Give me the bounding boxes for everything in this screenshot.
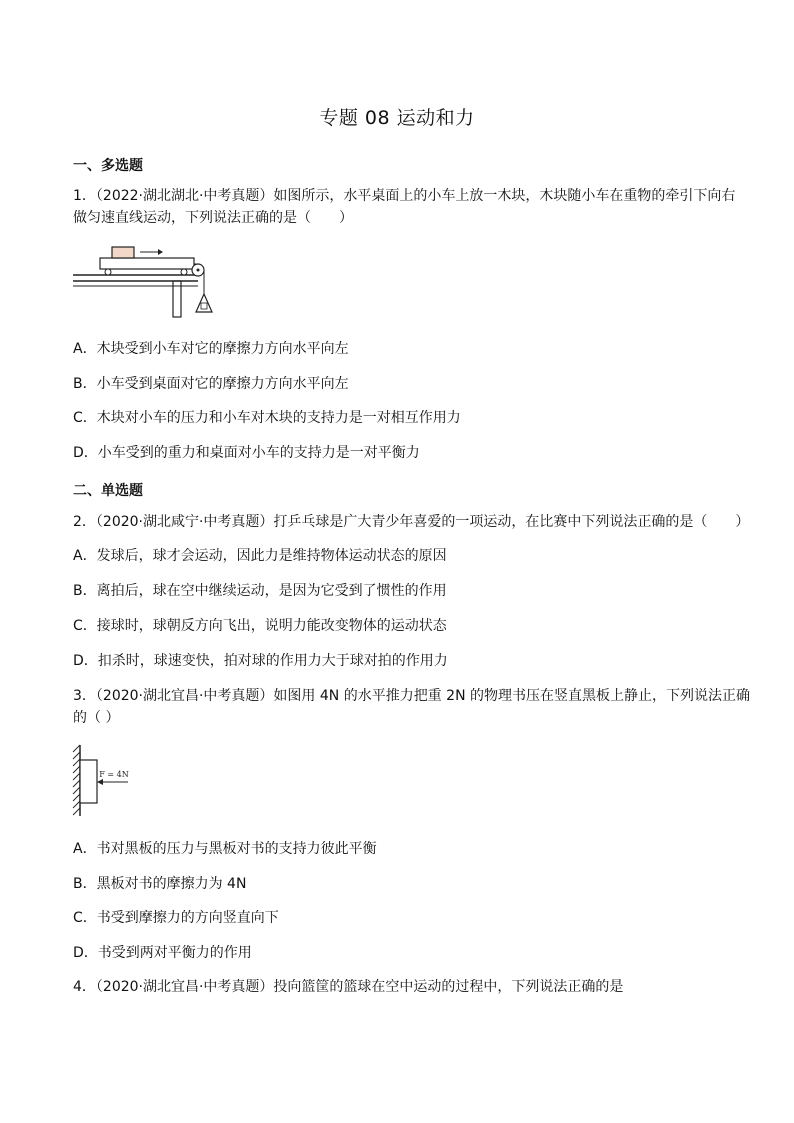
blackboard-hatching <box>73 745 80 815</box>
page-title: 专题 08 运动和力 <box>319 107 475 129</box>
question-1-stem-line-2: 做匀速直线运动，下列说法正确的是（ ） <box>73 210 353 226</box>
question-3-stem-line-2: 的（ ） <box>73 710 120 726</box>
question-3-option-c: C．书受到摩擦力的方向竖直向下 <box>73 910 279 926</box>
question-2-stem-line-1: 2．（2020·湖北咸宁·中考真题）打乒乓球是广大青少年喜爱的一项运动，在比赛中下列说法正确的是（ ） <box>73 514 750 530</box>
question-1-option-b: B．小车受到桌面对它的摩擦力方向水平向左 <box>73 376 349 392</box>
pulley-axle <box>197 269 200 272</box>
question-1-option-c: C．木块对小车的压力和小车对木块的支持力是一对相互作用力 <box>73 410 461 426</box>
question-4-stem-line-1: 4．（2020·湖北宜昌·中考真题）投向篮筐的篮球在空中运动的过程中，下列说法正确的是 <box>73 979 624 995</box>
cart-wheel-left <box>105 269 111 275</box>
force-arrow-head <box>97 779 103 785</box>
question-3-option-d: D．书受到两对平衡力的作用 <box>73 945 252 961</box>
question-2-option-d: D．扣杀时，球速变快，拍对球的作用力大于球对拍的作用力 <box>73 653 448 669</box>
physics-book <box>80 760 97 803</box>
question-2-option-c: C．接球时，球朝反方向飞出，说明力能改变物体的运动状态 <box>73 618 447 634</box>
cart-wheel-right <box>181 269 187 275</box>
question-3-figure <box>70 744 150 818</box>
question-3-stem-line-1: 3．（2020·湖北宜昌·中考真题）如图用 4N 的水平推力把重 2N 的物理书压在竖直黑板上静止，下列说法正确 <box>73 688 750 704</box>
section-heading-multi-choice: 一、多选题 <box>73 158 143 174</box>
cart-body <box>100 258 194 269</box>
question-3-option-a: A．书对黑板的压力与黑板对书的支持力彼此平衡 <box>73 841 377 857</box>
question-2-option-b: B．离拍后，球在空中继续运动，是因为它受到了惯性的作用 <box>73 583 447 599</box>
question-1-figure <box>72 244 222 320</box>
force-label: F = 4N <box>99 770 129 779</box>
question-1-option-a: A．木块受到小车对它的摩擦力方向水平向左 <box>73 341 349 357</box>
question-3-option-b: B．黑板对书的摩擦力为 4N <box>73 876 247 892</box>
question-1-stem-line-1: 1．（2022·湖北湖北·中考真题）如图所示，水平桌面上的小车上放一木块，木块随小车在重物的牵引下向右 <box>73 188 736 204</box>
motion-arrow-head <box>158 249 163 255</box>
question-1-option-d: D．小车受到的重力和桌面对小车的支持力是一对平衡力 <box>73 445 420 461</box>
question-2-option-a: A．发球后，球才会运动，因此力是维持物体运动状态的原因 <box>73 548 447 564</box>
wooden-block <box>112 247 134 258</box>
section-heading-single-choice: 二、单选题 <box>73 483 143 499</box>
